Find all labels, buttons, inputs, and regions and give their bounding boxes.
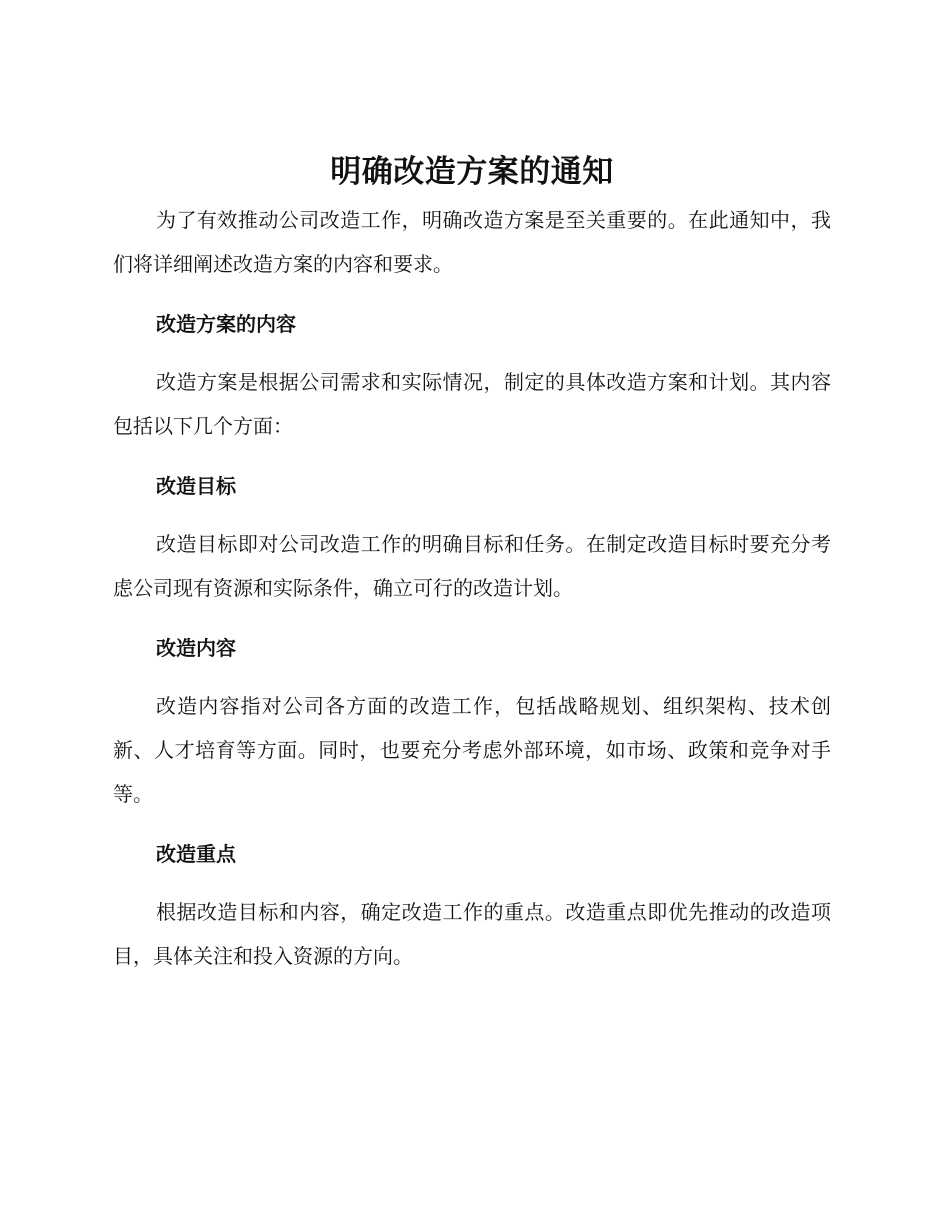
section-body-priorities: 根据改造目标和内容，确定改造工作的重点。改造重点即优先推动的改造项目，具体关注和投入资源的方向。 (113, 900, 831, 968)
section-body-plan-content: 改造方案是根据公司需求和实际情况，制定的具体改造方案和计划。其内容包括以下几个方面： (113, 370, 831, 438)
document-content (113, 150, 831, 978)
section-heading-scope: 改造内容 (156, 636, 236, 660)
section-body-scope: 改造内容指对公司各方面的改造工作，包括战略规划、组织架构、技术创新、人才培育等方面。同时，也要充分考虑外部环境，如市场、政策和竞争对手等。 (113, 694, 831, 806)
section-heading-plan-content: 改造方案的内容 (156, 312, 296, 336)
section-heading-priorities: 改造重点 (156, 842, 236, 866)
section-heading-goals: 改造目标 (156, 474, 236, 498)
document-title: 明确改造方案的通知 (330, 154, 614, 190)
section-body-goals: 改造目标即对公司改造工作的明确目标和任务。在制定改造目标时要充分考虑公司现有资源和实际条件，确立可行的改造计划。 (113, 532, 831, 600)
intro-paragraph: 为了有效推动公司改造工作，明确改造方案是至关重要的。在此通知中，我们将详细阐述改造方案的内容和要求。 (113, 208, 831, 276)
